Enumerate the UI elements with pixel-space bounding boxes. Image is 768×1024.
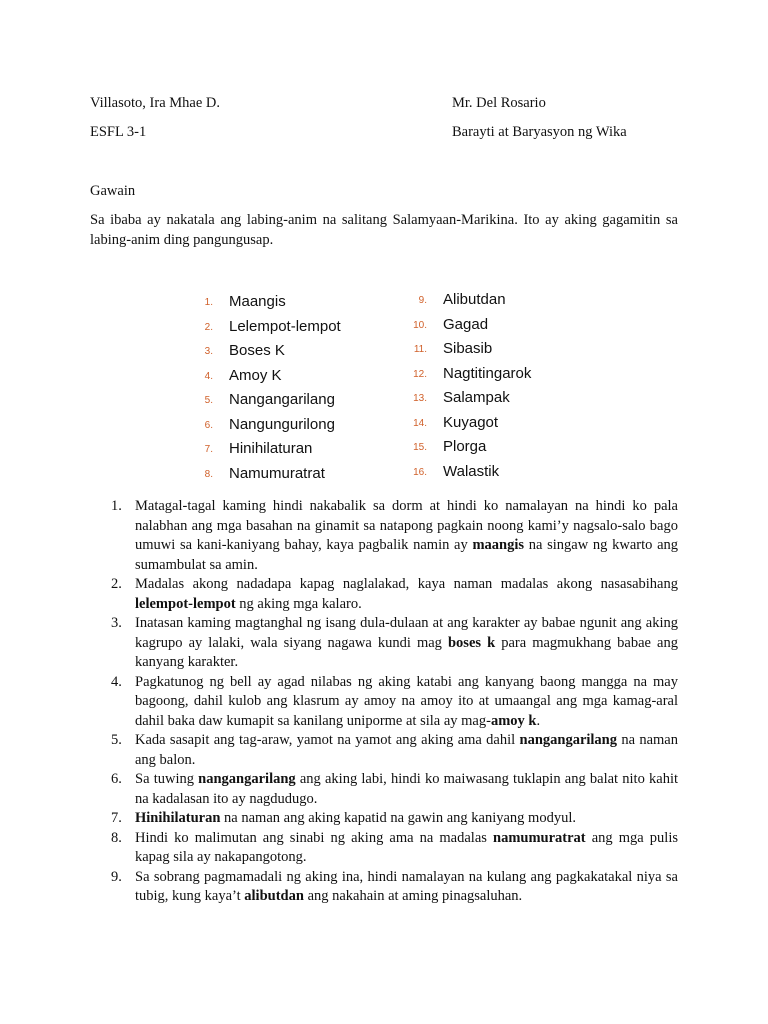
word-list-term: Sibasib [443,340,493,357]
sentence-text: Madalas akong nadadapa kapag naglalakad, kaya naman madalas akong nasasabihang [135,576,678,592]
word-list-item [413,315,489,339]
sentence-text: . [536,712,541,729]
sentence-list [90,497,678,907]
word-list-item [204,439,313,463]
sentence-item [90,731,678,770]
word-list-term: Hinihilaturan [229,440,313,457]
sentence-text: Sa tuwing [135,771,199,787]
sentence-keyword: lelempot-lempot [135,595,236,612]
sentence-text: Kada sasapit ang tag-araw, yamot na yamot ang aking ama dahil [135,732,520,748]
word-list-item [204,415,335,439]
word-list-term: Nangangarilang [229,391,335,408]
sentence-keyword: amoy k [490,712,537,729]
sentence-text: na naman ang aking kapatid na gawin ang kaniyang modyul. [220,810,576,826]
word-list-number: 7. [204,444,213,455]
word-list-number: 5. [204,395,213,406]
word-list-item [204,292,286,316]
instructions: Sa ibaba ay nakatala ang labing-anim na salitang Salamyaan-Marikina. Ito ay aking gagamitin sa labing-anim ding pangungusap. [90,212,678,248]
sentence-item [90,770,678,809]
word-list-number: 14. [413,417,427,429]
sentence-item [90,614,678,673]
sentence-text: na naman ang balon. [135,732,678,768]
sentence-item [90,575,678,614]
word-list-number: 9. [418,295,427,306]
sentence-number: 8. [111,829,122,846]
word-list-number: 3. [204,346,213,357]
word-list-item [204,390,335,414]
sentence-text: Hindi ko malimutan ang sinabi ng aking ama na madalas [135,829,493,846]
word-list-term: Maangis [229,293,286,310]
word-list-item [413,388,510,412]
student-name: Villasoto, Ira Mhae D. [90,95,220,111]
sentence-text: Inatasan kaming magtanghal ng isang dula-dulaan at ang karakter ay babae ngunit ang aking kagrupo ay lalaki, wala siyang nagawa kundi mag [135,615,678,651]
word-list-item [204,317,341,341]
student-section: ESFL 3-1 [90,124,147,140]
sentence-keyword: namumuratrat [493,829,586,846]
sentence-keyword: nangangarilang [519,732,617,748]
teacher-name: Mr. Del Rosario [452,95,546,111]
sentence-number: 4. [111,673,122,690]
sentence-text: ang aking labi, hindi ko maiwasang tuklapin ang balat nito kahit na kadalasan ito ay nagdudugo. [135,771,679,807]
word-list-item [418,290,506,314]
word-list-item [413,339,493,363]
word-list-number: 15. [413,442,427,453]
word-list-number: 8. [204,468,213,480]
sentence-number: 6. [111,771,122,787]
word-list-number: 4. [204,370,213,382]
word-list-item [413,437,487,461]
word-list-item [413,462,500,486]
word-list-term: Namumuratrat [229,464,325,482]
sentence-number: 7. [111,810,122,826]
word-list-term: Gagad [443,315,489,333]
sentence-item [90,868,678,907]
word-list-item [204,464,325,488]
word-list-item [204,366,282,390]
word-list-number: 11. [413,344,427,355]
sentence-item [90,829,678,868]
sentence-keyword: alibutdan [244,888,304,904]
word-list-number: 1. [204,297,213,308]
word-list-number: 12. [413,368,427,380]
word-list-term: Kuyagot [443,413,499,431]
word-list-item [413,364,532,388]
sentence-keyword: nangangarilang [198,771,296,787]
sentence-text: ang nakahain at aming pinagsaluhan. [303,888,523,904]
sentence-number: 1. [111,498,122,514]
word-list-term: Walastik [443,462,500,480]
word-list-term: Nagtitingarok [443,364,532,382]
word-list-number: 2. [204,321,213,333]
sentence-keyword: Hinihilaturan [135,810,221,826]
sentence-text: Matagal-tagal kaming hindi nakabalik sa dorm at hindi ko namalayan na hindi ko pala nalabhan ang mga basahan na ginamit sa natapong pagkain noong kami’y nagsalo-salo bago umuwi sa kani-kaniyang bahay, kaya pagbalik namin ay [135,498,678,553]
sentence-item [90,497,678,575]
word-list-term: Plorga [443,438,487,455]
sentence-text: ng aking mga kalaro. [235,595,362,612]
sentence-text: para magmukhang babae ang kanyang karakter. [135,634,678,670]
sentence-keyword: maangis [472,537,525,553]
word-list-item [413,413,499,437]
word-list-term: Nangungurilong [229,415,335,433]
sentence-text: na singaw ng kwarto ang sumambulat sa amin. [135,537,678,573]
subject-name: Barayti at Baryasyon ng Wika [452,124,627,140]
word-list-term: Lelempot-lempot [229,317,341,335]
sentence-number: 5. [111,732,122,748]
word-list-term: Salampak [443,389,510,406]
word-list-term: Boses K [229,342,285,359]
activity-title: Gawain [90,183,136,199]
sentence-item [90,673,678,732]
sentence-text: Pagkatunog ng bell ay agad nilabas ng aking katabi ang kanyang baong mangga na may bagoong, dahil kulob ang klasrum ay amoy na amoy ito at umaangal ang mga kamag-aral dahil baka daw kumapit sa kanilang uniporme at sila ay mag- [135,673,678,729]
word-list-term: Amoy K [229,366,282,384]
sentence-text: Sa sobrang pagmamadali ng aking ina, hindi namalayan na kulang ang pagkakatakal niya sa tubig, kung kaya’t [135,868,678,904]
sentence-text: ang mga pulis kapag sila ay nakapangotong. [135,829,678,865]
word-list-number: 13. [413,393,427,404]
sentence-number: 9. [111,868,122,885]
sentence-keyword: boses k [447,634,496,651]
word-list-number: 16. [413,466,427,478]
word-list-number: 6. [204,419,213,431]
sentence-number: 3. [111,615,122,631]
sentence-number: 2. [111,576,122,592]
word-list-number: 10. [413,319,427,331]
word-list-item [204,341,285,365]
word-list-term: Alibutdan [443,291,506,308]
sentence-item [90,809,678,829]
